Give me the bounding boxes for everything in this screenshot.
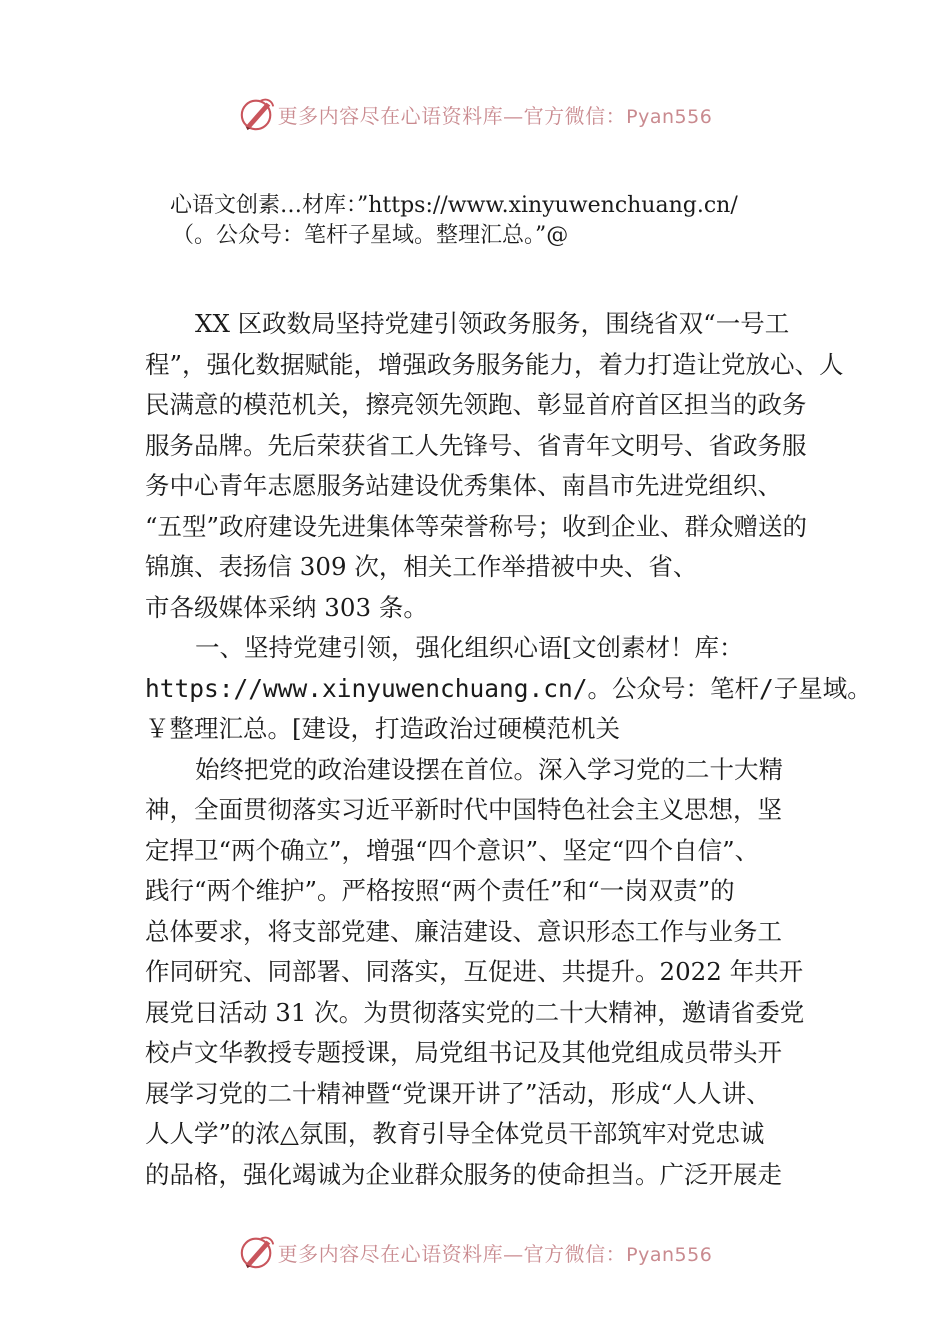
text-line: 市各级媒体采纳 303 条。: [145, 592, 428, 622]
text-line: 程”，强化数据赋能，增强政务服务能力，着力打造让党放心、人: [145, 349, 844, 379]
text-line: 锦旗、表扬信 309 次，相关工作举措被中央、省、: [145, 552, 698, 581]
text-line: 神，全面贯彻落实习近平新时代中国特色社会主义思想，坚: [145, 795, 782, 824]
text-line: 民满意的模范机关，擦亮领先领跑、彰显首府首区担当的政务: [145, 390, 807, 419]
paragraph-intro: [145, 304, 844, 628]
paragraph-section-1: [145, 750, 825, 1196]
heading-line: https://www.xinyuwenchuang.cn/。公众号：笔杆/子星域。: [145, 673, 872, 703]
text-line: 务中心青年志愿服务站建设优秀集体、南昌市先进党组织、: [145, 471, 782, 500]
watermark-banner-top: [0, 94, 950, 134]
header-note-line: （。公众号：笔杆子星域。整理汇总。”@: [172, 223, 569, 248]
heading-line: ￥整理汇总。[建设，打造政治过硬模范机关: [145, 714, 621, 743]
text-line: 校卢文华教授专题授课，局党组书记及其他党组成员带头开: [145, 1038, 782, 1067]
text-line: 服务品牌。先后荣获省工人先锋号、省青年文明号、省政务服: [145, 430, 807, 460]
text-line: 人人学”的浓△氛围，教育引导全体党员干部筑牢对党忠诚: [145, 1119, 765, 1148]
text-line: 的品格，强化竭诚为企业群众服务的使命担当。广泛开展走: [145, 1159, 782, 1189]
section-heading: [145, 628, 872, 750]
text-line: 作同研究、同部署、同落实，互促进、共提升。2022 年共开: [145, 957, 804, 986]
pen-logo-icon: [238, 95, 276, 133]
text-line: 展学习党的二十精神暨“党课开讲了”活动，形成“人人讲、: [145, 1078, 771, 1108]
watermark-text: 更多内容尽在心语资料库—官方微信：Pyan556: [277, 103, 713, 128]
document-body: [145, 304, 872, 1195]
heading-line: 一、坚持党建引领，强化组织心语[文创素材！库：: [195, 633, 744, 662]
text-line: 践行“两个维护”。严格按照“两个责任”和“一岗双责”的: [145, 876, 735, 905]
text-line: “五型”政府建设先进集体等荣誉称号；收到企业、群众赠送的: [145, 511, 808, 541]
text-line: 始终把党的政治建设摆在首位。深入学习党的二十大精: [195, 754, 783, 784]
watermark-text: 更多内容尽在心语资料库—官方微信：Pyan556: [277, 1241, 713, 1266]
text-line: 总体要求，将支部党建、廉洁建设、意识形态工作与业务工: [145, 916, 782, 946]
header-note-line: 心语文创素…材库：”https://www.xinyuwenchuang.cn/: [170, 193, 738, 218]
pen-logo-icon: [238, 1233, 276, 1271]
text-line: 展党日活动 31 次。为贯彻落实党的二十大精神，邀请省委党: [145, 997, 805, 1027]
text-line: 定捍卫“两个确立”，增强“四个意识”、坚定“四个自信”、: [145, 835, 760, 865]
text-line: XX 区政数局坚持党建引领政务服务，围绕省双“一号工: [195, 309, 790, 338]
watermark-banner-bottom: [0, 1232, 950, 1272]
header-note: [170, 191, 870, 251]
